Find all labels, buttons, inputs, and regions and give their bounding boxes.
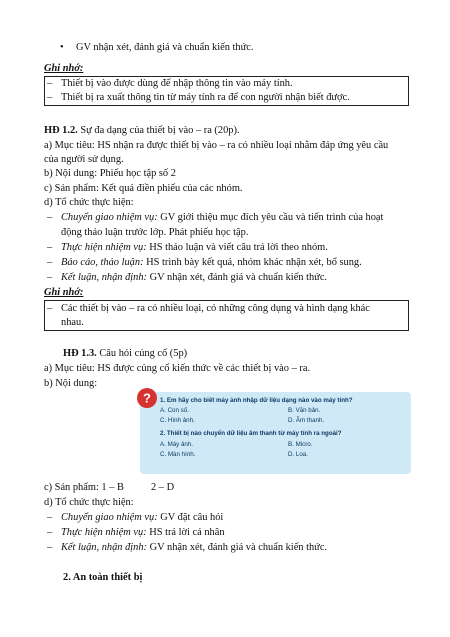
quiz-question: 1. Em hãy cho biết máy ảnh nhập dữ liệu dạng nào vào máy tính? (160, 397, 353, 404)
content-line: b) Nội dung: Phiếu học tập số 2 (44, 168, 176, 179)
step-label: Chuyển giao nhiệm vụ: (61, 212, 158, 223)
dash: – (47, 527, 53, 538)
step-text: GV giới thiệu mục đích yêu cầu và tiến trình của hoạt (157, 212, 384, 223)
content-line: b) Nội dung: (44, 378, 98, 389)
note-title: Ghi nhớ: (44, 63, 84, 74)
step-label: Thực hiện nhiệm vụ: (61, 242, 147, 253)
dash: – (47, 257, 53, 268)
step-text: GV nhận xét, đánh giá và chuẩn kiến thức. (147, 542, 328, 553)
quiz-option: A. Con số. (160, 407, 189, 414)
objective-line: của người sử dụng. (44, 154, 124, 165)
quiz-card (140, 392, 411, 474)
activity-label: HĐ 1.3. (63, 348, 97, 359)
step-label: Báo cáo, thảo luận: (61, 257, 144, 268)
note-item: Thiết bị ra xuất thông tin từ máy tính ra để con người nhận biết được. (61, 92, 350, 103)
product-line: c) Sản phẩm: 1 – B (44, 482, 124, 493)
step-text-cont: động thảo luận trước lớp. Phát phiếu học tập. (61, 227, 249, 238)
step-line (61, 526, 225, 540)
step-text: HS trả lời cá nhân (146, 527, 225, 538)
quiz-option: C. Hình ảnh. (160, 417, 195, 424)
section-heading (44, 124, 240, 138)
bullet-marker: • (60, 42, 64, 53)
note-title: Ghi nhớ: (44, 287, 84, 298)
step-line (61, 256, 362, 270)
quiz-option: D. Âm thanh. (288, 417, 325, 424)
step-label: Chuyển giao nhiệm vụ: (61, 512, 158, 523)
section-title: 2. An toàn thiết bị (63, 572, 143, 583)
bullet-text: GV nhận xét, đánh giá và chuẩn kiến thức. (76, 42, 254, 53)
objective-line: a) Mục tiêu: HS được củng cố kiến thức về các thiết bị vào – ra. (44, 363, 311, 374)
dash: – (47, 512, 53, 523)
product-answer: 2 – D (151, 482, 175, 493)
quiz-question: 2. Thiết bị nào chuyển dữ liệu âm thanh từ máy tính ra ngoài? (160, 430, 342, 437)
step-line (61, 211, 383, 225)
organization-line: d) Tổ chức thực hiện: (44, 197, 134, 208)
step-line (61, 241, 328, 255)
dash: – (47, 212, 53, 223)
section-heading (63, 347, 187, 361)
svg-text:?: ? (143, 390, 151, 406)
step-line (61, 271, 327, 285)
step-line (61, 511, 223, 525)
step-line (61, 541, 327, 555)
quiz-option: B. Văn bản. (288, 407, 321, 414)
step-text: HS trình bày kết quả, nhóm khác nhận xét, bổ sung. (143, 257, 362, 268)
quiz-option: A. Máy ảnh. (160, 441, 194, 448)
organization-line: d) Tổ chức thực hiện: (44, 497, 134, 508)
objective-line: a) Mục tiêu: HS nhận ra được thiết bị vào – ra có nhiều loại nhằm đáp ứng yêu cầu (44, 140, 389, 151)
step-label: Thực hiện nhiệm vụ: (61, 527, 147, 538)
note-item-cont: nhau. (61, 317, 84, 328)
step-text: GV nhận xét, đánh giá và chuẩn kiến thức. (147, 272, 328, 283)
question-icon (136, 387, 158, 409)
dash: – (47, 272, 53, 283)
quiz-option: D. Loa. (288, 451, 308, 458)
step-label: Kết luận, nhận định: (61, 272, 148, 283)
dash: – (47, 78, 53, 89)
step-text: HS thảo luận và viết câu trả lời theo nhóm. (146, 242, 328, 253)
product-line: c) Sản phẩm: Kết quả điền phiếu của các nhóm. (44, 183, 243, 194)
dash: – (47, 303, 53, 314)
activity-label: HĐ 1.2. (44, 125, 78, 136)
dash: – (47, 542, 53, 553)
activity-title: Câu hỏi củng cố (5p) (96, 348, 188, 359)
note-item: Các thiết bị vào – ra có nhiều loại, có những công dụng và hình dạng khác (61, 303, 370, 314)
step-label: Kết luận, nhận định: (61, 542, 148, 553)
step-text: GV đặt câu hỏi (157, 512, 224, 523)
note-item: Thiết bị vào được dùng để nhập thông tin vào máy tính. (61, 78, 293, 89)
activity-title: Sự đa dạng của thiết bị vào – ra (20p). (77, 125, 240, 136)
quiz-option: C. Màn hình. (160, 451, 196, 458)
dash: – (47, 92, 53, 103)
dash: – (47, 242, 53, 253)
quiz-option: B. Micro. (288, 441, 313, 448)
